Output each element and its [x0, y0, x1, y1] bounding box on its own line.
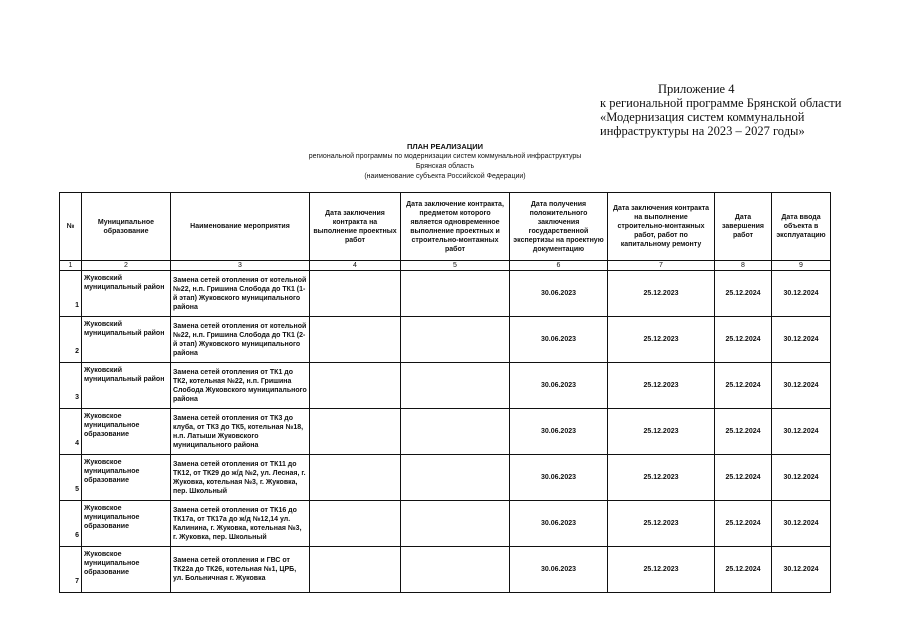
column-number: 9 — [772, 261, 831, 271]
commissioning-date-cell: 30.12.2024 — [772, 317, 831, 363]
design-contract-date-cell — [310, 271, 401, 317]
row-number: 4 — [60, 409, 82, 455]
row-number: 1 — [60, 271, 82, 317]
expertise-date-cell: 30.06.2023 — [510, 409, 608, 455]
design-contract-date-cell — [310, 363, 401, 409]
design-contract-date-cell — [310, 409, 401, 455]
expertise-date-cell: 30.06.2023 — [510, 455, 608, 501]
column-number: 1 — [60, 261, 82, 271]
action-cell: Замена сетей отопления от ТК11 до ТК12, от ТК29 до ж/д №2, ул. Лесная, г. Жуковка, котельная №3, г. Жуковка, пер. Школьный — [171, 455, 310, 501]
row-number: 7 — [60, 547, 82, 593]
combined-contract-date-cell — [401, 409, 510, 455]
commissioning-date-cell: 30.12.2024 — [772, 455, 831, 501]
commissioning-date-cell: 30.12.2024 — [772, 547, 831, 593]
row-number: 2 — [60, 317, 82, 363]
header-number: № — [60, 193, 82, 261]
design-contract-date-cell — [310, 455, 401, 501]
expertise-date-cell: 30.06.2023 — [510, 547, 608, 593]
combined-contract-date-cell — [401, 455, 510, 501]
design-contract-date-cell — [310, 547, 401, 593]
header-row — [60, 193, 831, 261]
row-number: 3 — [60, 363, 82, 409]
row-number: 5 — [60, 455, 82, 501]
title-subtitle-1: региональной программы по модернизации систем коммунальной инфраструктуры — [308, 153, 582, 160]
completion-date-cell: 25.12.2024 — [715, 455, 772, 501]
header-expertise-date: Дата получения положительного заключения государственной экспертизы на проектную документацию — [510, 193, 608, 261]
column-number: 6 — [510, 261, 608, 271]
construction-contract-date-cell: 25.12.2023 — [608, 409, 715, 455]
design-contract-date-cell — [310, 501, 401, 547]
header-design-contract-date: Дата заключения контракта на выполнение проектных работ — [310, 193, 401, 261]
completion-date-cell: 25.12.2024 — [715, 409, 772, 455]
appendix-line-4: инфраструктуры на 2023 – 2027 годы» — [600, 124, 805, 138]
column-number: 4 — [310, 261, 401, 271]
municipality-cell: Жуковский муниципальный район — [82, 317, 171, 363]
expertise-date-cell: 30.06.2023 — [510, 271, 608, 317]
table-row — [60, 455, 831, 501]
construction-contract-date-cell: 25.12.2023 — [608, 363, 715, 409]
plan-table — [59, 192, 831, 593]
municipality-cell: Жуковское муниципальное образование — [82, 547, 171, 593]
action-cell: Замена сетей отопления от котельной №22, н.п. Гришина Слобода до ТК1 (1-й этап) Жуковского муниципального района — [171, 271, 310, 317]
table-body — [60, 271, 831, 593]
document-title — [280, 142, 610, 182]
design-contract-date-cell — [310, 317, 401, 363]
municipality-cell: Жуковское муниципальное образование — [82, 501, 171, 547]
column-numbers-row — [60, 261, 831, 271]
completion-date-cell: 25.12.2024 — [715, 271, 772, 317]
title-subtitle-2: Брянская область — [415, 163, 475, 170]
municipality-cell: Жуковский муниципальный район — [82, 363, 171, 409]
construction-contract-date-cell: 25.12.2023 — [608, 501, 715, 547]
appendix-line-2: к региональной программе Брянской области — [600, 96, 842, 110]
appendix-note — [600, 82, 890, 138]
expertise-date-cell: 30.06.2023 — [510, 501, 608, 547]
municipality-cell: Жуковское муниципальное образование — [82, 409, 171, 455]
commissioning-date-cell: 30.12.2024 — [772, 409, 831, 455]
title-subtitle-3: (наименование субъекта Российской Федерации) — [364, 173, 526, 180]
construction-contract-date-cell: 25.12.2023 — [608, 547, 715, 593]
header-commissioning-date: Дата ввода объекта в эксплуатацию — [772, 193, 831, 261]
construction-contract-date-cell: 25.12.2023 — [608, 317, 715, 363]
expertise-date-cell: 30.06.2023 — [510, 363, 608, 409]
action-cell: Замена сетей отопления от котельной №22, н.п. Гришина Слобода до ТК1 (2-й этап) Жуковского муниципального района — [171, 317, 310, 363]
header-municipality: Муниципальное образование — [82, 193, 171, 261]
construction-contract-date-cell: 25.12.2023 — [608, 271, 715, 317]
column-number: 3 — [171, 261, 310, 271]
column-number: 5 — [401, 261, 510, 271]
header-completion-date: Дата завершения работ — [715, 193, 772, 261]
table-row — [60, 501, 831, 547]
combined-contract-date-cell — [401, 363, 510, 409]
completion-date-cell: 25.12.2024 — [715, 317, 772, 363]
row-number: 6 — [60, 501, 82, 547]
commissioning-date-cell: 30.12.2024 — [772, 271, 831, 317]
header-action: Наименование мероприятия — [171, 193, 310, 261]
commissioning-date-cell: 30.12.2024 — [772, 363, 831, 409]
title-main: ПЛАН РЕАЛИЗАЦИИ — [406, 142, 484, 151]
combined-contract-date-cell — [401, 547, 510, 593]
appendix-line-1: Приложение 4 — [658, 82, 735, 96]
commissioning-date-cell: 30.12.2024 — [772, 501, 831, 547]
completion-date-cell: 25.12.2024 — [715, 501, 772, 547]
action-cell: Замена сетей отопления от ТК16 до ТК17а, от ТК17а до ж/д №12,14 ул. Калинина, г. Жуковка, котельная №3, г. Жуковка, пер. Школьный — [171, 501, 310, 547]
column-number: 7 — [608, 261, 715, 271]
action-cell: Замена сетей отопления от ТК3 до клуба, от ТК3 до ТК5, котельная №18, н.п. Латыши Жуковского муниципального района — [171, 409, 310, 455]
column-number: 8 — [715, 261, 772, 271]
combined-contract-date-cell — [401, 271, 510, 317]
action-cell: Замена сетей отопления и ГВС от ТК22а до ТК26, котельная №1, ЦРБ, ул. Больничная г. Жуковка — [171, 547, 310, 593]
header-combined-contract-date: Дата заключение контракта, предметом которого является одновременное выполнение проектных и строительно-монтажных работ — [401, 193, 510, 261]
expertise-date-cell: 30.06.2023 — [510, 317, 608, 363]
completion-date-cell: 25.12.2024 — [715, 547, 772, 593]
municipality-cell: Жуковский муниципальный район — [82, 271, 171, 317]
column-number: 2 — [82, 261, 171, 271]
construction-contract-date-cell: 25.12.2023 — [608, 455, 715, 501]
combined-contract-date-cell — [401, 501, 510, 547]
header-construction-contract-date: Дата заключения контракта на выполнение строительно-монтажных работ, работ по капитальному ремонту — [608, 193, 715, 261]
appendix-line-3: «Модернизация систем коммунальной — [600, 110, 805, 124]
table-row — [60, 271, 831, 317]
municipality-cell: Жуковское муниципальное образование — [82, 455, 171, 501]
table-row — [60, 363, 831, 409]
combined-contract-date-cell — [401, 317, 510, 363]
completion-date-cell: 25.12.2024 — [715, 363, 772, 409]
table-row — [60, 547, 831, 593]
action-cell: Замена сетей отопления от ТК1 до ТК2, котельная №22, н.п. Гришина Слобода Жуковского муниципального района — [171, 363, 310, 409]
table-row — [60, 317, 831, 363]
table-row — [60, 409, 831, 455]
